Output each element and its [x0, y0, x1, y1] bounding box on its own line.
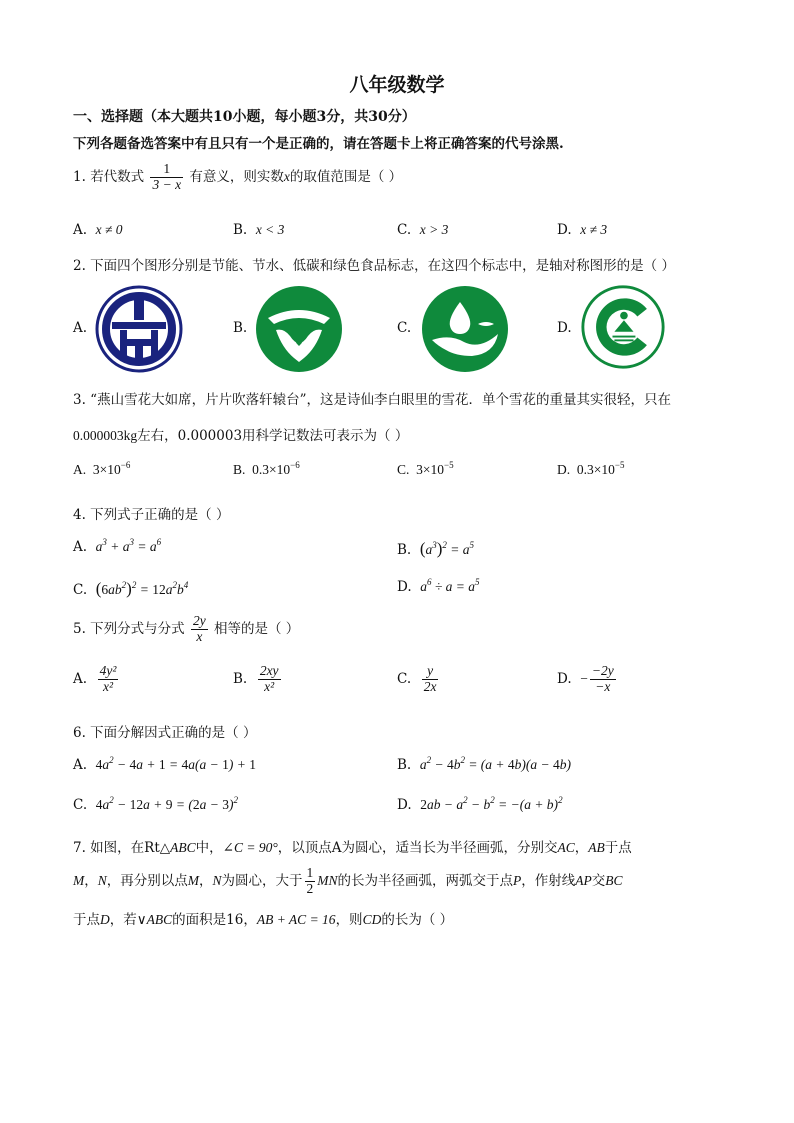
question-4: 4. 下列式子正确的是（ ）	[73, 507, 230, 523]
q6-option-d[interactable]: D. $2ab - a^2 - b^2 = -(a + b)^2$	[397, 795, 563, 813]
q1-post2: 的取值范围是（ ）	[289, 168, 403, 185]
q1-frac-den: 3 − x	[152, 176, 182, 192]
q1-frac-num: 1	[150, 162, 183, 178]
question-7-line-3: 于点D，若∨ABC的面积是16，AB + AC = 16，则CD的长为（ ）	[73, 912, 454, 928]
question-7-line-2: M，N，再分别以点M，N为圆心，大于 $\frac{1}{2}$ MN的长为半径画弧，两弧交于点P，作射线AP交BC	[73, 865, 623, 896]
q3-mass-value: 0.000003kg	[73, 428, 138, 443]
q1-option-b[interactable]: B. x < 3	[233, 222, 285, 238]
question-6: 6. 下面分解因式正确的是（ ）	[73, 725, 257, 741]
q6-option-a[interactable]: A. $4a^2 - 4a + 1 = 4a(a - 1) + 1$	[73, 755, 256, 773]
question-7-line-1: 7. 如图，在Rt△ABC中，∠C = 90°，以顶点A为圆心，适当长为半径画弧，分别交AC，AB于点	[73, 840, 632, 856]
section-heading: 一、选择题（本大题共10小题，每小题3分，共30分）	[73, 109, 416, 125]
q5-option-a[interactable]: A. $\frac{\text{4y²}}{\text{x²}}$	[73, 663, 117, 694]
q1-option-c[interactable]: C. x > 3	[397, 222, 449, 238]
q5-frac-num: 2y	[192, 613, 206, 628]
q5-post: 相等的是（ ）	[214, 620, 300, 637]
q1-fraction	[150, 162, 183, 193]
low-carbon-logo-icon	[420, 284, 510, 374]
q2-label-b[interactable]: B.	[233, 320, 248, 336]
section-instruction: 下列各题备选答案中有且只有一个是正确的，请在答题卡上将正确答案的代号涂黑.	[73, 136, 564, 152]
question-3-line-2	[73, 424, 408, 444]
q5-option-b[interactable]: B. $\frac{2xy}{\text{x²}}$	[233, 663, 279, 694]
q3-option-d[interactable]: D. $0.3\times 10^{-5}$	[557, 460, 625, 477]
question-3-line-1: 3. “燕山雪花大如席，片片吹落轩辕台”，这是诗仙李白眼里的雪花．单个雪花的重量其实很轻，只在	[73, 392, 671, 408]
q3-option-a[interactable]: A. $3\times 10^{-6}$	[73, 460, 131, 477]
page-title: 八年级数学	[349, 74, 445, 96]
q1-pre: 若代数式	[90, 168, 145, 185]
green-food-logo-icon	[580, 284, 666, 370]
q6-option-c[interactable]: C. $4a^2 - 12a + 9 = (2a - 3)^2$	[73, 795, 238, 813]
question-1	[73, 162, 402, 193]
energy-saving-logo-icon	[94, 284, 184, 374]
water-saving-logo-icon	[254, 284, 344, 374]
q6-option-b[interactable]: B. $a^2 - 4b^2 = (a + 4b)(a - 4b)$	[397, 755, 572, 773]
q4-option-b[interactable]: B. $(a^3)^2 = a^5$	[397, 539, 475, 558]
q3-option-c[interactable]: C. $3\times 10^{-5}$	[397, 460, 454, 477]
q4-option-d[interactable]: D. $a^6 \div a = a^5$	[397, 577, 480, 595]
q4-option-a[interactable]: A. $a^3 + a^3 = a^6$	[73, 537, 162, 555]
question-5	[73, 614, 299, 645]
q2-label-a[interactable]: A.	[73, 320, 88, 336]
q5-fraction	[191, 614, 208, 645]
q3-line2-text: 左右，0.000003用科学记数法可表示为（ ）	[137, 428, 409, 444]
q5-option-c[interactable]: C. $\frac{y}{2x}$	[397, 663, 437, 694]
q3-option-b[interactable]: B. $0.3\times 10^{-6}$	[233, 460, 300, 477]
q5-frac-den: x	[196, 628, 203, 644]
q1-post: 有意义，则实数	[189, 168, 284, 185]
q4-option-c[interactable]: C. $(6ab^2)^2 = 12a^2b^4$	[73, 579, 189, 598]
q2-label-d[interactable]: D.	[557, 320, 572, 336]
question-2: 2. 下面四个图形分别是节能、节水、低碳和绿色食品标志，在这四个标志中，是轴对称图形的是（ ）	[73, 258, 675, 274]
q7-half-fraction: $\frac{1}{2}$	[306, 865, 314, 896]
q5-pre: 5. 下列分式与分式	[73, 620, 185, 637]
q1-number: 1.	[73, 168, 86, 185]
q1-option-d[interactable]: D. x ≠ 3	[557, 222, 608, 238]
q5-option-d[interactable]: D. − $\frac{-2y}{-x}$	[557, 663, 614, 694]
q1-var: x	[283, 168, 290, 184]
q1-option-a[interactable]: A. x ≠ 0	[73, 222, 123, 238]
q2-label-c[interactable]: C.	[397, 320, 412, 336]
